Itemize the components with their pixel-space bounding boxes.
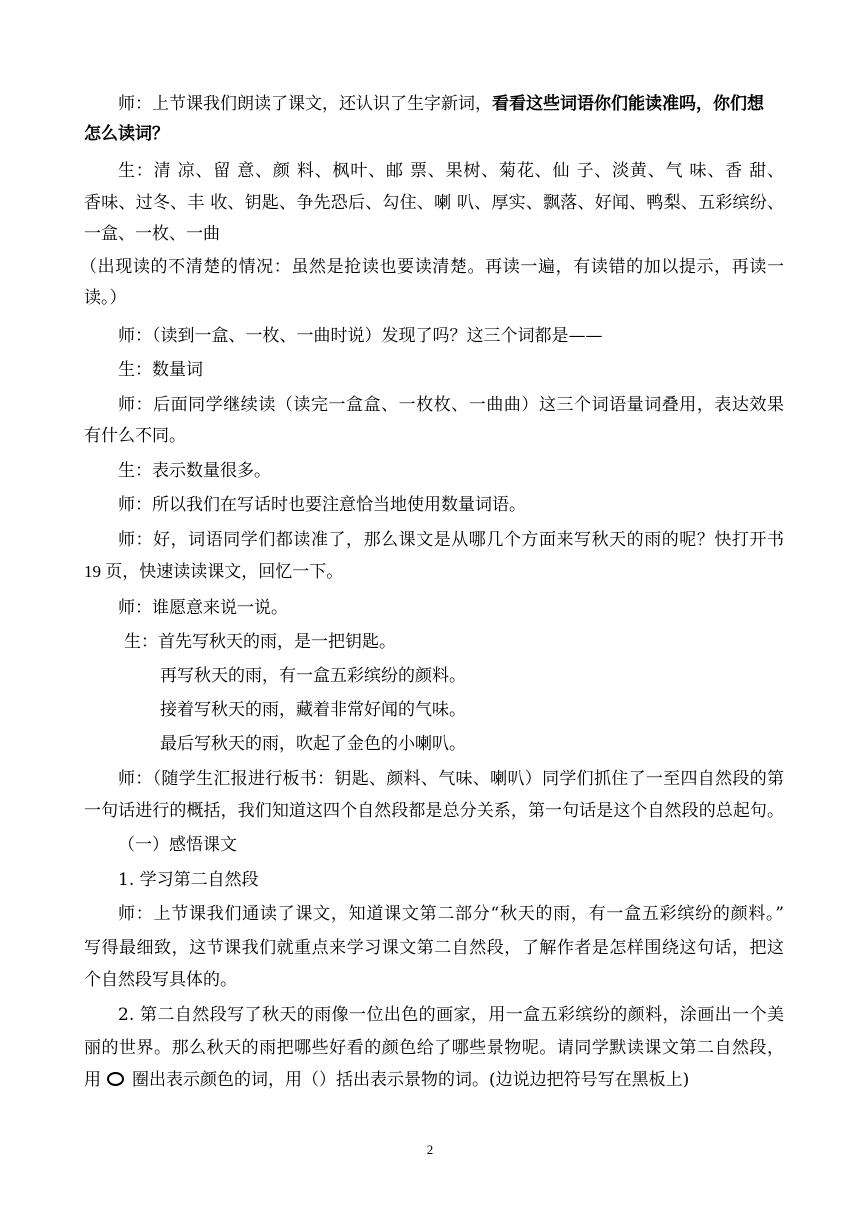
- page-number: 2: [426, 1142, 434, 1157]
- paragraph-line: 读。）: [84, 288, 127, 308]
- paragraph-line: 一句话进行的概括，我们知道这四个自然段都是总分关系，第一句话是这个自然段的总起句。: [84, 801, 784, 821]
- paragraph-line: 19 页，快速读读课文，回忆一下。: [84, 562, 344, 581]
- paragraph-line: 再写秋天的雨，有一盒五彩缤纷的颜料。: [160, 666, 466, 686]
- paragraph-line: [118, 93, 818, 115]
- paragraph-line: 香味、过冬、丰 收、钥匙、争先恐后、勾住、喇 叭、厚实、飘落、好闻、鸭梨、五彩缤纷、: [84, 193, 784, 213]
- paragraph-line: 一盒、一枚、一曲: [84, 224, 220, 244]
- paragraph-line: 个自然段写具体的。: [84, 970, 237, 990]
- paragraph-line: 生：清 凉、留 意、颜 料、枫叶、邮 票、果树、菊花、仙 子、淡黄、气 味、香 甜、: [118, 161, 784, 181]
- teacher-text: 师：上节课我们朗读了课文，还认识了生字新词，: [118, 94, 492, 114]
- paragraph-line: 怎么读词？: [84, 124, 169, 144]
- subsection-heading: 1. 学习第二自然段: [118, 870, 259, 890]
- paragraph-line: 生：表示数量很多。: [118, 461, 271, 481]
- paragraph-line: （出现读的不清楚的情况：虽然是抢读也要读清楚。再读一遍，有读错的加以提示，再读一: [80, 257, 784, 277]
- paragraph-line: 师：谁愿意来说一说。: [118, 598, 288, 618]
- circle-symbol-icon: [107, 1072, 124, 1086]
- paragraph-line: 师：（随学生汇报进行板书：钥匙、颜料、气味、喇叭）同学们抓住了一至四自然段的第: [118, 769, 784, 789]
- paragraph-line: 丽的世界。那么秋天的雨把哪些好看的颜色给了哪些景物呢。请同学默读课文第二自然段，: [84, 1038, 784, 1058]
- paragraph-line: 师：上节课我们通读了课文，知道课文第二部分“秋天的雨，有一盒五彩缤纷的颜料。”: [118, 904, 784, 924]
- teacher-question-bold: 看看这些词语你们能读准吗，你们想: [492, 94, 764, 114]
- paragraph-line: 有什么不同。: [84, 426, 186, 446]
- paragraph-line: 接着写秋天的雨，藏着非常好闻的气味。: [160, 700, 466, 720]
- paragraph-line: 师：所以我们在写话时也要注意恰当地使用数量词语。: [118, 495, 526, 515]
- paragraph-line: 写得最细致，这节课我们就重点来学习课文第二自然段，了解作者是怎样围绕这句话，把这: [84, 938, 784, 958]
- section-heading: （一）感悟课文: [118, 835, 237, 855]
- paragraph-line: 生：首先写秋天的雨，是一把钥匙。: [124, 632, 396, 652]
- paragraph-line: 师：后面同学继续读（读完一盒盒、一枚枚、一曲曲）这三个词语量词叠用，表达效果: [118, 395, 784, 415]
- paragraph-line: 师：（读到一盒、一枚、一曲时说）发现了吗？这三个词都是——: [118, 326, 603, 346]
- paragraph-line: 生：数量词: [118, 360, 203, 380]
- paragraph-line: 最后写秋天的雨，吹起了金色的小喇叭。: [160, 734, 466, 754]
- paragraph-line: 师：好，词语同学们都读准了，那么课文是从哪几个方面来写秋天的雨的呢？快打开书: [118, 530, 784, 550]
- paragraph-line: 用 圈出表示颜色的词，用（）括出表示景物的词。(边说边把符号写在黑板上): [84, 1070, 690, 1090]
- paragraph-line: 2. 第二自然段写了秋天的雨像一位出色的画家，用一盒五彩缤纷的颜料，涂画出一个美: [118, 1005, 784, 1025]
